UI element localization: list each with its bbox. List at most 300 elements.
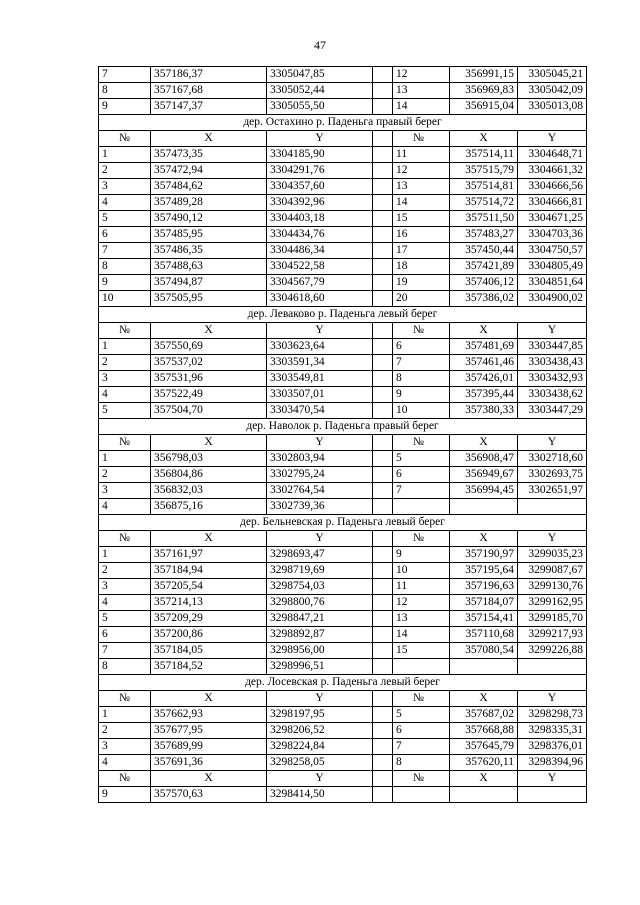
table-row (99, 707, 587, 723)
point-number: 11 (393, 579, 450, 595)
x-coordinate: 356908,47 (450, 451, 518, 467)
header-number: № (99, 323, 151, 339)
x-coordinate: 357514,72 (450, 195, 518, 211)
y-coordinate: 3303507,01 (267, 387, 373, 403)
point-number: 4 (99, 755, 151, 771)
y-coordinate: 3303438,43 (518, 355, 587, 371)
x-coordinate: 356832,03 (151, 483, 267, 499)
x-coordinate: 357426,01 (450, 371, 518, 387)
point-number: 7 (393, 483, 450, 499)
header-y: Y (267, 131, 373, 147)
x-coordinate: 357184,94 (151, 563, 267, 579)
table-row (99, 387, 587, 403)
y-coordinate: 3303447,29 (518, 403, 587, 419)
point-number: 5 (393, 451, 450, 467)
header-number: № (99, 691, 151, 707)
table-row (99, 659, 587, 675)
x-coordinate: 357504,70 (151, 403, 267, 419)
y-coordinate: 3304805,49 (518, 259, 587, 275)
section-title: дер. Бельневская р. Паденьга левый берег (99, 515, 587, 531)
x-coordinate: 357167,68 (151, 83, 267, 99)
table-row (99, 275, 587, 291)
header-x: X (450, 323, 518, 339)
point-number: 3 (99, 371, 151, 387)
x-coordinate: 356994,45 (450, 483, 518, 499)
header-number: № (393, 131, 450, 147)
table-row (99, 627, 587, 643)
table-row (99, 243, 587, 259)
x-coordinate: 357511,50 (450, 211, 518, 227)
x-coordinate: 357186,37 (151, 67, 267, 83)
column-gap (373, 195, 393, 211)
x-coordinate: 357450,44 (450, 243, 518, 259)
y-coordinate: 3299185,70 (518, 611, 587, 627)
header-y: Y (518, 435, 587, 451)
section-title-row (99, 515, 587, 531)
x-coordinate: 357488,63 (151, 259, 267, 275)
column-gap (373, 451, 393, 467)
table-row (99, 227, 587, 243)
y-coordinate: 3304567,79 (267, 275, 373, 291)
y-coordinate: 3298800,76 (267, 595, 373, 611)
x-coordinate: 357550,69 (151, 339, 267, 355)
x-coordinate: 357154,41 (450, 611, 518, 627)
x-coordinate: 357645,79 (450, 739, 518, 755)
column-header-row (99, 323, 587, 339)
y-coordinate: 3303591,34 (267, 355, 373, 371)
column-header-row (99, 435, 587, 451)
y-coordinate: 3305052,44 (267, 83, 373, 99)
header-number: № (393, 691, 450, 707)
column-header-row (99, 531, 587, 547)
y-coordinate: 3299035,23 (518, 547, 587, 563)
point-number: 8 (99, 259, 151, 275)
point-number: 10 (99, 291, 151, 307)
header-y: Y (518, 771, 587, 787)
table-row (99, 755, 587, 771)
y-coordinate: 3298394,96 (518, 755, 587, 771)
y-coordinate: 3305042,09 (518, 83, 587, 99)
point-number: 9 (99, 787, 151, 803)
table-row (99, 563, 587, 579)
y-coordinate: 3298719,69 (267, 563, 373, 579)
point-number: 7 (99, 643, 151, 659)
column-gap (373, 467, 393, 483)
header-x: X (151, 771, 267, 787)
x-coordinate: 357461,46 (450, 355, 518, 371)
x-coordinate: 357184,05 (151, 643, 267, 659)
table-row (99, 163, 587, 179)
x-coordinate: 356991,15 (450, 67, 518, 83)
x-coordinate: 357485,95 (151, 227, 267, 243)
column-gap (373, 579, 393, 595)
y-coordinate: 3304703,36 (518, 227, 587, 243)
x-coordinate: 357395,44 (450, 387, 518, 403)
header-y: Y (518, 323, 587, 339)
point-number (393, 787, 450, 803)
header-x: X (450, 131, 518, 147)
y-coordinate: 3298754,03 (267, 579, 373, 595)
point-number: 1 (99, 147, 151, 163)
y-coordinate: 3304666,81 (518, 195, 587, 211)
y-coordinate: 3298335,31 (518, 723, 587, 739)
header-x: X (151, 435, 267, 451)
header-y: Y (267, 691, 373, 707)
y-coordinate: 3298414,50 (267, 787, 373, 803)
x-coordinate: 357486,35 (151, 243, 267, 259)
y-coordinate: 3303549,81 (267, 371, 373, 387)
x-coordinate: 357514,81 (450, 179, 518, 195)
y-coordinate: 3303623,64 (267, 339, 373, 355)
header-y: Y (267, 771, 373, 787)
point-number: 4 (99, 195, 151, 211)
point-number: 11 (393, 147, 450, 163)
point-number: 5 (99, 403, 151, 419)
y-coordinate (518, 659, 587, 675)
x-coordinate: 357620,11 (450, 755, 518, 771)
point-number: 6 (393, 339, 450, 355)
y-coordinate: 3298693,47 (267, 547, 373, 563)
point-number (393, 659, 450, 675)
column-gap (373, 547, 393, 563)
column-gap (373, 163, 393, 179)
y-coordinate: 3302795,24 (267, 467, 373, 483)
header-x: X (151, 323, 267, 339)
column-gap (373, 643, 393, 659)
y-coordinate: 3299162,95 (518, 595, 587, 611)
x-coordinate: 357147,37 (151, 99, 267, 115)
header-number: № (393, 435, 450, 451)
x-coordinate: 357195,64 (450, 563, 518, 579)
x-coordinate: 357531,96 (151, 371, 267, 387)
y-coordinate: 3305047,85 (267, 67, 373, 83)
point-number: 17 (393, 243, 450, 259)
x-coordinate: 357490,12 (151, 211, 267, 227)
header-y: Y (518, 131, 587, 147)
point-number: 7 (99, 67, 151, 83)
header-number: № (393, 771, 450, 787)
point-number: 7 (99, 243, 151, 259)
x-coordinate: 357205,54 (151, 579, 267, 595)
x-coordinate (450, 659, 518, 675)
x-coordinate: 356915,04 (450, 99, 518, 115)
point-number: 14 (393, 99, 450, 115)
x-coordinate: 357209,29 (151, 611, 267, 627)
column-gap (373, 563, 393, 579)
column-gap (373, 707, 393, 723)
x-coordinate: 357421,89 (450, 259, 518, 275)
y-coordinate: 3304661,32 (518, 163, 587, 179)
table-row (99, 483, 587, 499)
section-title: дер. Наволок р. Паденьга правый берег (99, 419, 587, 435)
point-number: 6 (99, 227, 151, 243)
column-gap (373, 355, 393, 371)
x-coordinate: 357677,95 (151, 723, 267, 739)
y-coordinate: 3304522,58 (267, 259, 373, 275)
x-coordinate: 357184,52 (151, 659, 267, 675)
x-coordinate: 356875,16 (151, 499, 267, 515)
x-coordinate: 357483,27 (450, 227, 518, 243)
column-gap (373, 611, 393, 627)
point-number: 14 (393, 627, 450, 643)
coordinates-table (98, 66, 587, 803)
section-title: дер. Леваково р. Паденьга левый берег (99, 307, 587, 323)
x-coordinate: 356969,83 (450, 83, 518, 99)
section-title: дер. Остахино р. Паденьга правый берег (99, 115, 587, 131)
header-y: Y (267, 323, 373, 339)
point-number: 15 (393, 643, 450, 659)
point-number: 12 (393, 595, 450, 611)
point-number: 9 (393, 547, 450, 563)
x-coordinate: 357484,62 (151, 179, 267, 195)
column-gap (373, 227, 393, 243)
x-coordinate: 357514,11 (450, 147, 518, 163)
column-gap (373, 403, 393, 419)
table-row (99, 451, 587, 467)
point-number: 3 (99, 739, 151, 755)
y-coordinate: 3304648,71 (518, 147, 587, 163)
table-row (99, 83, 587, 99)
y-coordinate: 3303438,62 (518, 387, 587, 403)
x-coordinate: 357515,79 (450, 163, 518, 179)
point-number: 8 (393, 371, 450, 387)
column-gap (373, 339, 393, 355)
header-number: № (99, 131, 151, 147)
point-number: 7 (393, 739, 450, 755)
point-number: 2 (99, 163, 151, 179)
section-title: дер. Лосевская р. Паденьга левый берег (99, 675, 587, 691)
header-x: X (450, 771, 518, 787)
column-gap (373, 595, 393, 611)
page-number: 47 (314, 38, 326, 52)
table-row (99, 67, 587, 83)
x-coordinate: 357214,13 (151, 595, 267, 611)
point-number: 18 (393, 259, 450, 275)
y-coordinate: 3298892,87 (267, 627, 373, 643)
table-row (99, 99, 587, 115)
column-gap (373, 755, 393, 771)
point-number: 15 (393, 211, 450, 227)
column-header-row (99, 691, 587, 707)
table-row (99, 339, 587, 355)
point-number: 10 (393, 563, 450, 579)
column-header-row (99, 771, 587, 787)
x-coordinate: 357691,36 (151, 755, 267, 771)
y-coordinate: 3298258,05 (267, 755, 373, 771)
y-coordinate: 3304851,64 (518, 275, 587, 291)
point-number: 2 (99, 723, 151, 739)
point-number: 13 (393, 611, 450, 627)
y-coordinate: 3302764,54 (267, 483, 373, 499)
x-coordinate: 357406,12 (450, 275, 518, 291)
point-number: 5 (99, 211, 151, 227)
column-gap (373, 435, 393, 451)
column-gap (373, 131, 393, 147)
table-row (99, 403, 587, 419)
y-coordinate: 3299217,93 (518, 627, 587, 643)
column-gap (373, 387, 393, 403)
x-coordinate (450, 499, 518, 515)
header-number: № (99, 531, 151, 547)
y-coordinate: 3303447,85 (518, 339, 587, 355)
y-coordinate: 3304750,57 (518, 243, 587, 259)
x-coordinate: 357494,87 (151, 275, 267, 291)
y-coordinate (518, 787, 587, 803)
y-coordinate: 3298996,51 (267, 659, 373, 675)
x-coordinate (450, 787, 518, 803)
header-y: Y (518, 531, 587, 547)
column-gap (373, 771, 393, 787)
x-coordinate: 356949,67 (450, 467, 518, 483)
point-number: 9 (99, 99, 151, 115)
point-number: 4 (99, 595, 151, 611)
table-row (99, 355, 587, 371)
point-number: 5 (99, 611, 151, 627)
point-number: 7 (393, 355, 450, 371)
point-number: 9 (393, 387, 450, 403)
x-coordinate: 357537,02 (151, 355, 267, 371)
section-title-row (99, 419, 587, 435)
x-coordinate: 357190,97 (450, 547, 518, 563)
point-number: 12 (393, 163, 450, 179)
x-coordinate: 357687,02 (450, 707, 518, 723)
table-row (99, 291, 587, 307)
y-coordinate: 3305055,50 (267, 99, 373, 115)
table-row (99, 147, 587, 163)
y-coordinate: 3303432,93 (518, 371, 587, 387)
header-number: № (393, 531, 450, 547)
point-number: 16 (393, 227, 450, 243)
x-coordinate: 357668,88 (450, 723, 518, 739)
header-number: № (99, 435, 151, 451)
y-coordinate: 3305013,08 (518, 99, 587, 115)
point-number: 9 (99, 275, 151, 291)
x-coordinate: 357570,63 (151, 787, 267, 803)
point-number: 3 (99, 579, 151, 595)
point-number: 2 (99, 563, 151, 579)
x-coordinate: 357380,33 (450, 403, 518, 419)
column-header-row (99, 131, 587, 147)
point-number: 19 (393, 275, 450, 291)
column-gap (373, 259, 393, 275)
column-gap (373, 83, 393, 99)
section-title-row (99, 675, 587, 691)
header-y: Y (267, 435, 373, 451)
table-row (99, 643, 587, 659)
y-coordinate: 3304357,60 (267, 179, 373, 195)
table-row (99, 611, 587, 627)
y-coordinate: 3304486,34 (267, 243, 373, 259)
y-coordinate: 3302803,94 (267, 451, 373, 467)
point-number: 12 (393, 67, 450, 83)
x-coordinate: 357689,99 (151, 739, 267, 755)
section-title-row (99, 307, 587, 323)
x-coordinate: 357481,69 (450, 339, 518, 355)
column-gap (373, 531, 393, 547)
point-number: 6 (393, 467, 450, 483)
point-number: 1 (99, 451, 151, 467)
table-row (99, 259, 587, 275)
section-title-row (99, 115, 587, 131)
y-coordinate: 3304666,56 (518, 179, 587, 195)
table-row (99, 579, 587, 595)
column-gap (373, 67, 393, 83)
header-x: X (450, 691, 518, 707)
y-coordinate: 3299226,88 (518, 643, 587, 659)
y-coordinate: 3304671,25 (518, 211, 587, 227)
column-gap (373, 147, 393, 163)
column-gap (373, 787, 393, 803)
y-coordinate: 3299087,67 (518, 563, 587, 579)
y-coordinate: 3298847,21 (267, 611, 373, 627)
y-coordinate: 3304618,60 (267, 291, 373, 307)
point-number: 4 (99, 499, 151, 515)
y-coordinate: 3298197,95 (267, 707, 373, 723)
header-x: X (151, 691, 267, 707)
y-coordinate: 3302718,60 (518, 451, 587, 467)
column-gap (373, 99, 393, 115)
y-coordinate (518, 499, 587, 515)
column-gap (373, 371, 393, 387)
y-coordinate: 3298298,73 (518, 707, 587, 723)
column-gap (373, 291, 393, 307)
table-row (99, 787, 587, 803)
coordinates-table-body (99, 67, 587, 803)
header-number: № (393, 323, 450, 339)
y-coordinate: 3303470,54 (267, 403, 373, 419)
column-gap (373, 211, 393, 227)
point-number: 1 (99, 707, 151, 723)
header-y: Y (518, 691, 587, 707)
x-coordinate: 357386,02 (450, 291, 518, 307)
y-coordinate: 3302693,75 (518, 467, 587, 483)
point-number: 1 (99, 547, 151, 563)
point-number (393, 499, 450, 515)
column-gap (373, 627, 393, 643)
x-coordinate: 357505,95 (151, 291, 267, 307)
y-coordinate: 3304392,96 (267, 195, 373, 211)
point-number: 5 (393, 707, 450, 723)
y-coordinate: 3299130,76 (518, 579, 587, 595)
table-row (99, 739, 587, 755)
y-coordinate: 3298956,00 (267, 643, 373, 659)
x-coordinate: 357161,97 (151, 547, 267, 563)
header-x: X (151, 531, 267, 547)
x-coordinate: 357080,54 (450, 643, 518, 659)
x-coordinate: 356798,03 (151, 451, 267, 467)
y-coordinate: 3304900,02 (518, 291, 587, 307)
point-number: 8 (99, 83, 151, 99)
table-row (99, 467, 587, 483)
point-number: 3 (99, 179, 151, 195)
header-x: X (450, 531, 518, 547)
column-gap (373, 739, 393, 755)
table-row (99, 179, 587, 195)
y-coordinate: 3305045,21 (518, 67, 587, 83)
point-number: 4 (99, 387, 151, 403)
x-coordinate: 356804,86 (151, 467, 267, 483)
column-gap (373, 499, 393, 515)
column-gap (373, 659, 393, 675)
header-x: X (450, 435, 518, 451)
point-number: 6 (393, 723, 450, 739)
x-coordinate: 357522,49 (151, 387, 267, 403)
y-coordinate: 3298376,01 (518, 739, 587, 755)
x-coordinate: 357196,63 (450, 579, 518, 595)
point-number: 14 (393, 195, 450, 211)
column-gap (373, 723, 393, 739)
x-coordinate: 357489,28 (151, 195, 267, 211)
